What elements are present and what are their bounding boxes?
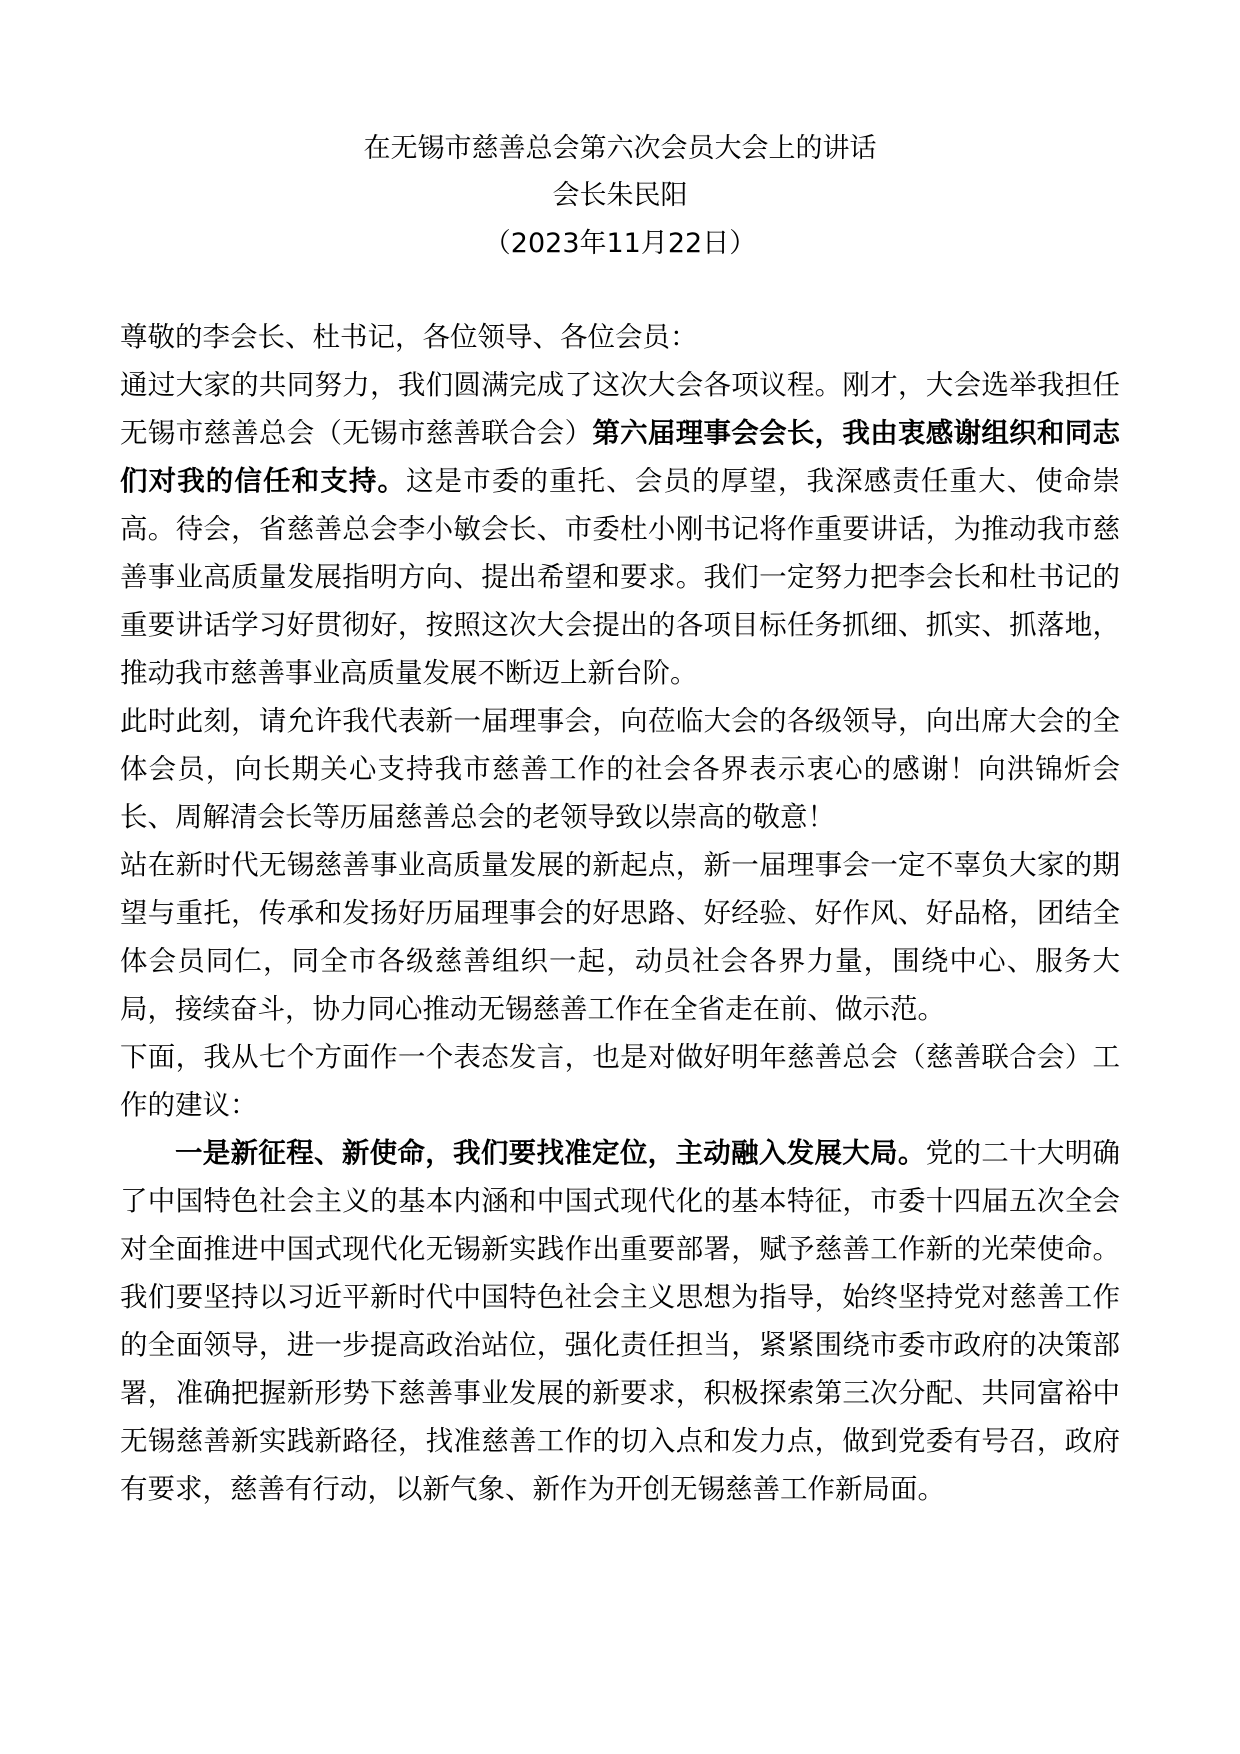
paragraph-text: 这是市委的重托、会员的厚望，我深感责任重大、使命崇高。待会，省慈善总会李小敏会长、市委杜小刚书记将作重要讲话，为推动我市慈善事业高质量发展指明方向、提出希望和要求。我们一定努力把李会长和杜书记的重要讲话学习好贯彻好，按照这次大会提出的各项目标任务抓细、抓实、抓落地，推动我市慈善事业高质量发展不断迈上新台阶。 [120,465,1120,689]
body-paragraph-new-start: 站在新时代无锡慈善事业高质量发展的新起点，新一届理事会一定不辜负大家的期望与重托，传承和发扬好历届理事会的好思路、好经验、好作风、好品格，团结全体会员同仁，同全市各级慈善组织一起，动员社会各界力量，围绕中心、服务大局，接续奋斗，协力同心推动无锡慈善工作在全省走在前、做示范。 [120,849,1120,1025]
salutation-paragraph: 尊敬的李会长、杜书记，各位领导、各位会员： [120,321,698,353]
document-body [120,313,1120,1513]
body-paragraph-thanks [120,361,1120,697]
emphasis-text: 第六届理事会会长，我由衷感谢组织和同志们对我的信任和支持。 [120,417,1121,497]
document-speaker: 会长朱民阳 [552,180,688,211]
emphasis-text: 一是新征程、新使命，我们要找准定位，主动融入发展大局。 [175,1137,926,1169]
body-paragraph-gratitude: 此时此刻，请允许我代表新一届理事会，向莅临大会的各级领导，向出席大会的全体会员，向长期关心支持我市慈善工作的社会各界表示衷心的感谢！向洪锦炘会长、周解清会长等历届慈善总会的老领导致以崇高的敬意！ [120,705,1120,833]
body-paragraph-overview: 下面，我从七个方面作一个表态发言，也是对做好明年慈善总会（慈善联合会）工作的建议： [120,1041,1120,1121]
body-paragraph-point-one [120,1129,1120,1513]
document-date: （2023年11月22日） [483,228,757,259]
paragraph-text: 党的二十大明确了中国特色社会主义的基本内涵和中国式现代化的基本特征，市委十四届五次全会对全面推进中国式现代化无锡新实践作出重要部署，赋予慈善工作新的光荣使命。我们要坚持以习近平新时代中国特色社会主义思想为指导，始终坚持党对慈善工作的全面领导，进一步提高政治站位，强化责任担当，紧紧围绕市委市政府的决策部署，准确把握新形势下慈善事业发展的新要求，积极探索第三次分配、共同富裕中无锡慈善新实践新路径，找准慈善工作的切入点和发力点，做到党委有号召，政府有要求，慈善有行动，以新气象、新作为开创无锡慈善工作新局面。 [120,1137,1121,1505]
document-title: 在无锡市慈善总会第六次会员大会上的讲话 [363,133,877,164]
paragraph-text: 通过大家的共同努力，我们圆满完成了这次大会各项议程。刚才，大会选举我担任无锡市慈善总会（无锡市慈善联合会） [120,369,1120,449]
